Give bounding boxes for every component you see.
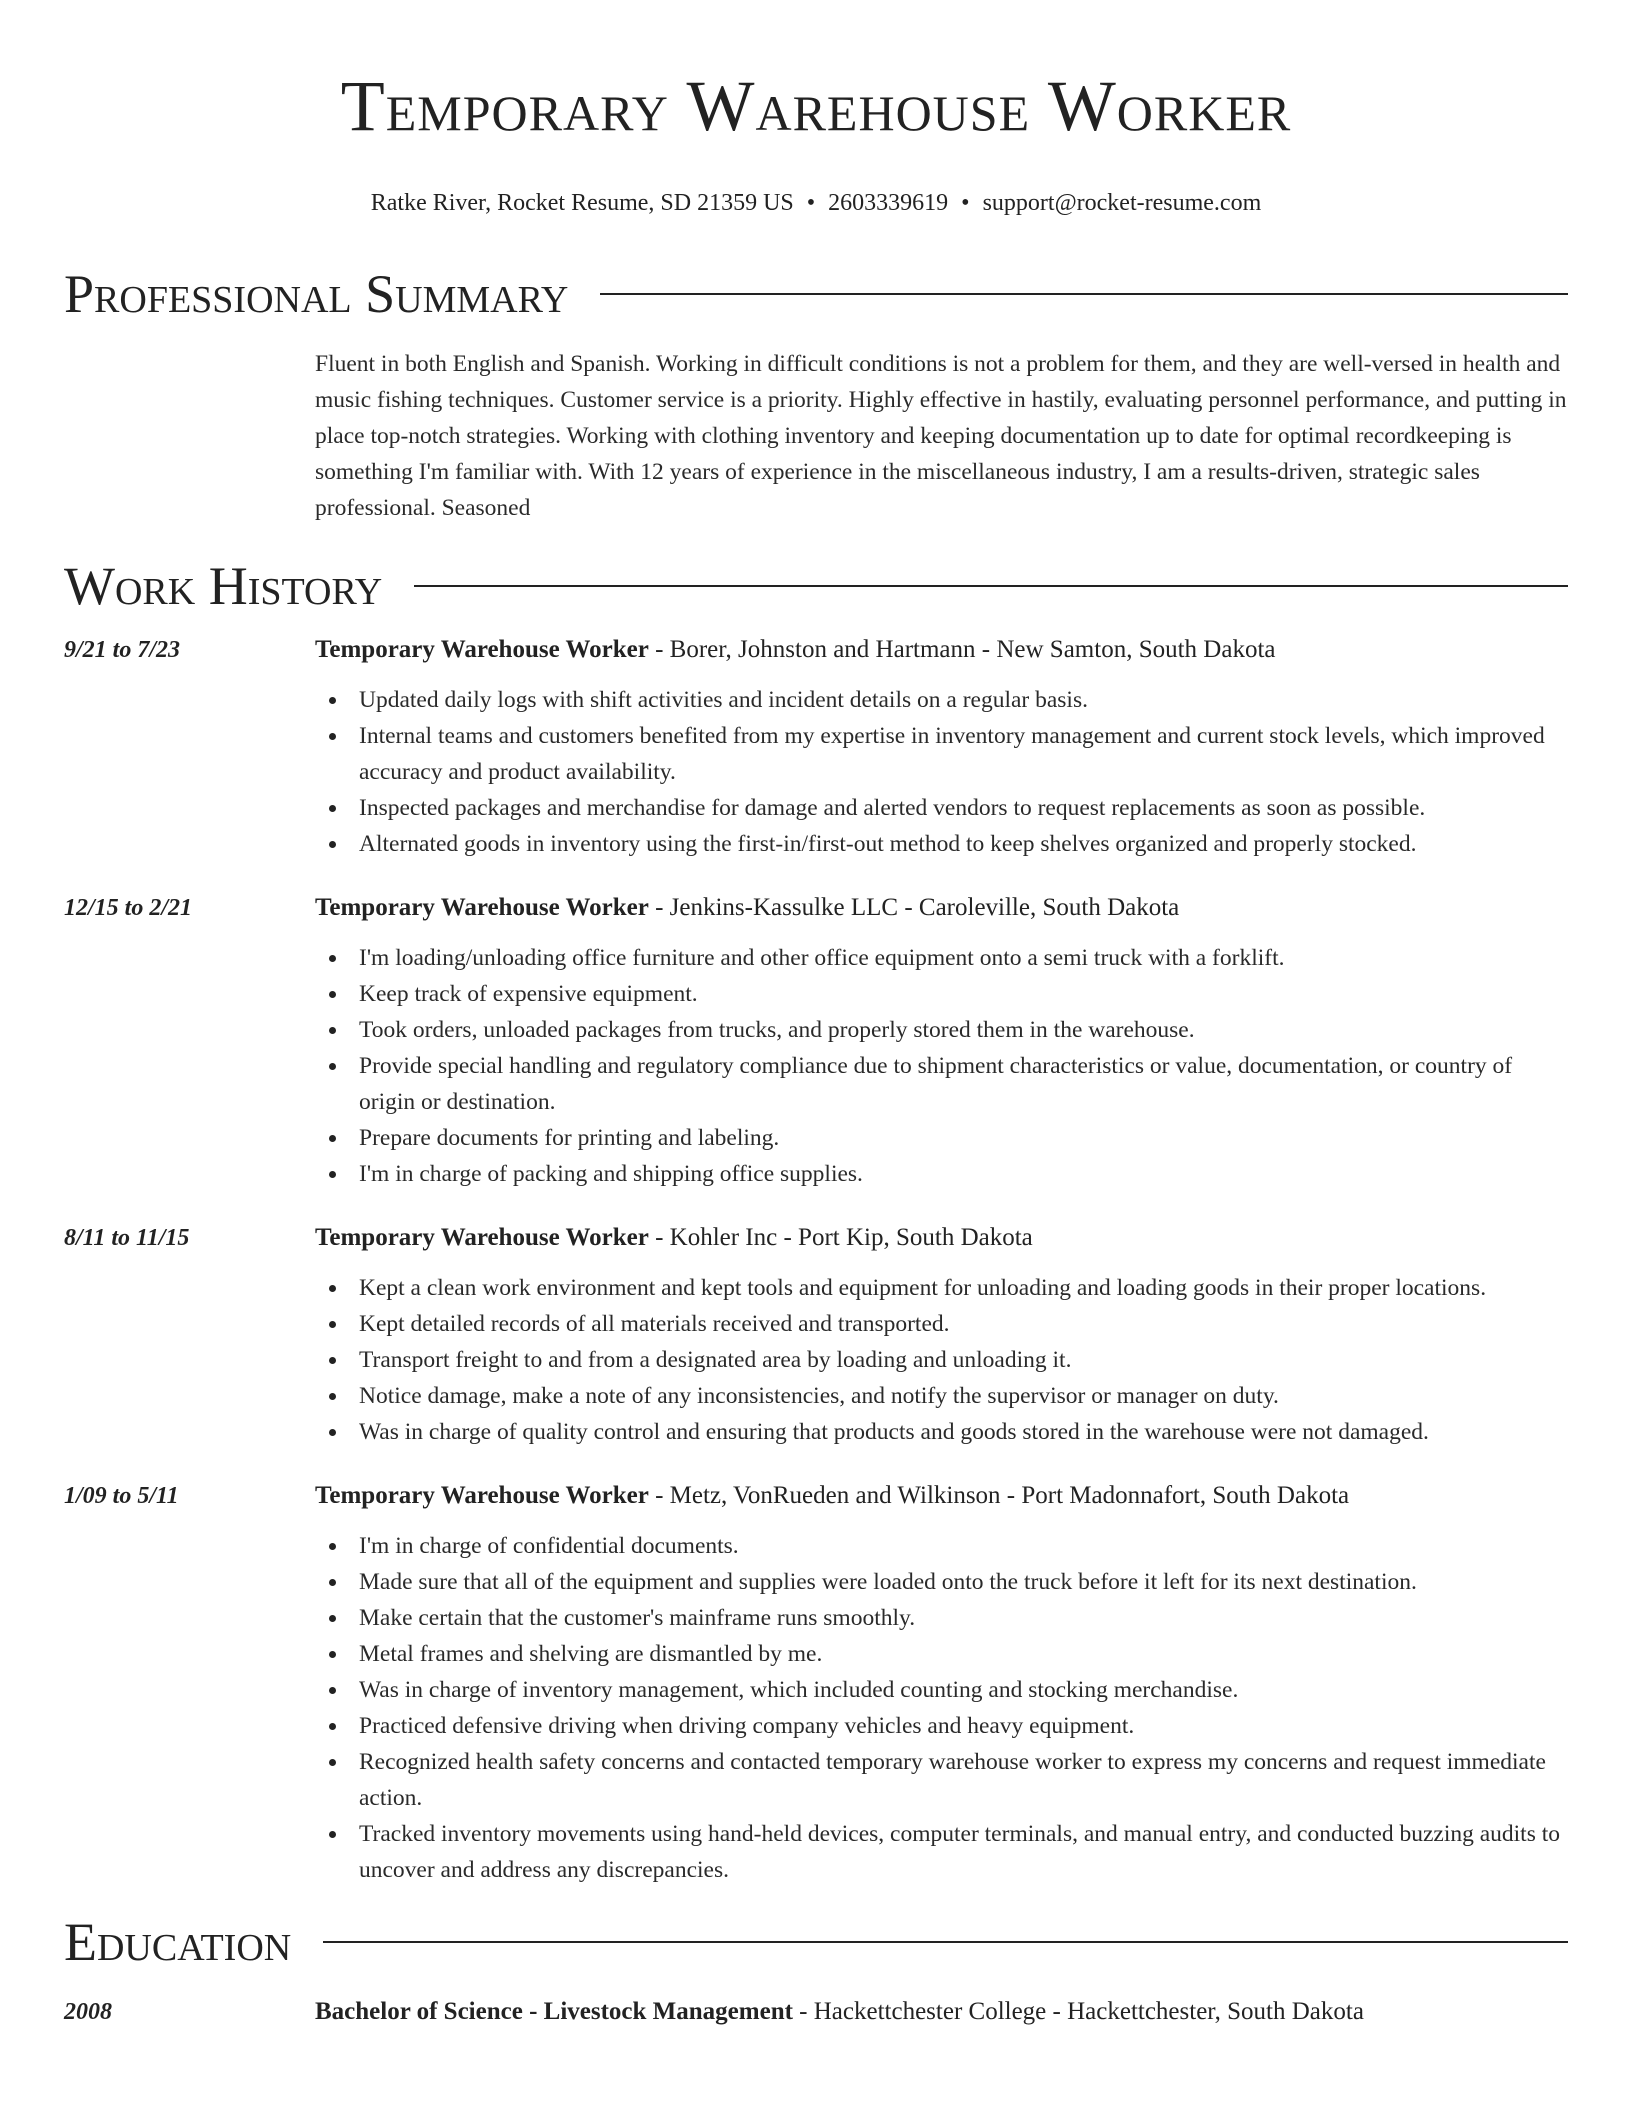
job-dates: 8/11 to 11/15 <box>64 1225 190 1251</box>
education-body <box>315 1994 1568 2030</box>
duty-item: Kept a clean work environment and kept tools and equipment for unloading and loading goods in their proper locations. <box>315 1270 1568 1306</box>
duty-item: I'm loading/unloading office furniture and other office equipment onto a semi truck with a forklift. <box>315 940 1568 976</box>
section-divider <box>414 585 1568 587</box>
summary-section-title: Professional Summary <box>64 264 569 324</box>
candidate-name: Temporary Warehouse Worker <box>340 66 1292 146</box>
work-section-title: Work History <box>64 556 383 616</box>
education-section-title: Education <box>64 1912 292 1972</box>
contact-line <box>64 188 1568 218</box>
job-title: Temporary Warehouse Worker <box>315 894 649 921</box>
job-entry <box>64 632 1568 862</box>
contact-email[interactable]: support@rocket-resume.com <box>982 190 1262 216</box>
job-body <box>315 1220 1568 1450</box>
job-duties <box>315 1270 1568 1450</box>
job-body <box>315 890 1568 1192</box>
duty-item: Recognized health safety concerns and contacted temporary warehouse worker to express my concerns and request immediate action. <box>315 1744 1568 1816</box>
job-employer: - Kohler Inc - Port Kip, South Dakota <box>648 1224 1033 1251</box>
job-duties <box>315 940 1568 1192</box>
job-duties <box>315 682 1568 862</box>
job-title: Temporary Warehouse Worker <box>315 636 649 663</box>
job-heading <box>315 1220 1568 1256</box>
job-dates: 12/15 to 2/21 <box>64 895 193 921</box>
job-entry <box>64 1478 1568 1888</box>
summary-section-header <box>64 264 1568 324</box>
duty-item: Prepare documents for printing and labeling. <box>315 1120 1568 1156</box>
job-body <box>315 1478 1568 1888</box>
duty-item: Notice damage, make a note of any inconsistencies, and notify the supervisor or manager on duty. <box>315 1378 1568 1414</box>
education-year: 2008 <box>64 1999 112 2025</box>
contact-separator: • <box>806 190 816 216</box>
section-divider <box>600 293 1568 295</box>
duty-item: Keep track of expensive equipment. <box>315 976 1568 1012</box>
job-heading <box>315 1478 1568 1514</box>
duty-item: Inspected packages and merchandise for damage and alerted vendors to request replacements as soon as possible. <box>315 790 1568 826</box>
job-title: Temporary Warehouse Worker <box>315 1224 649 1251</box>
duty-item: Make certain that the customer's mainframe runs smoothly. <box>315 1600 1568 1636</box>
duty-item: Provide special handling and regulatory compliance due to shipment characteristics or value, documentation, or country of origin or destination. <box>315 1048 1568 1120</box>
education-heading <box>315 1994 1568 2030</box>
summary-text: Fluent in both English and Spanish. Working in difficult conditions is not a problem for them, and they are well-versed in health and music fishing techniques. Customer service is a priority. Highly effective in hastily, evaluating personnel performance, and putting in place top-notch strategies. Working with clothing inventory and keeping documentation up to date for optimal recordkeeping is something I'm familiar with. With 12 years of experience in the miscellaneous industry, I am a results-driven, strategic sales professional. Seasoned <box>315 351 1567 521</box>
duty-item: Internal teams and customers benefited from my expertise in inventory management and current stock levels, which improved accuracy and product availability. <box>315 718 1568 790</box>
duty-item: Metal frames and shelving are dismantled by me. <box>315 1636 1568 1672</box>
education-section-header <box>64 1912 1568 1972</box>
duty-item: I'm in charge of confidential documents. <box>315 1528 1568 1564</box>
job-heading <box>315 890 1568 926</box>
job-duties <box>315 1528 1568 1888</box>
duty-item: Alternated goods in inventory using the first-in/first-out method to keep shelves organized and properly stocked. <box>315 826 1568 862</box>
job-dates: 9/21 to 7/23 <box>64 637 181 663</box>
duty-item: Took orders, unloaded packages from trucks, and properly stored them in the warehouse. <box>315 1012 1568 1048</box>
contact-address: Ratke River, Rocket Resume, SD 21359 US <box>370 190 794 216</box>
duty-item: Was in charge of quality control and ensuring that products and goods stored in the warehouse were not damaged. <box>315 1414 1568 1450</box>
job-entry <box>64 1220 1568 1450</box>
contact-separator: • <box>961 190 970 216</box>
job-dates: 1/09 to 5/11 <box>64 1483 179 1509</box>
job-heading <box>315 632 1568 668</box>
duty-item: Updated daily logs with shift activities and incident details on a regular basis. <box>315 682 1568 718</box>
duty-item: Was in charge of inventory management, which included counting and stocking merchandise. <box>315 1672 1568 1708</box>
education-entry <box>64 1994 1568 2030</box>
job-title: Temporary Warehouse Worker <box>315 1482 649 1509</box>
education-school: - Hackettchester College - Hackettchester, South Dakota <box>792 1998 1364 2025</box>
job-body <box>315 632 1568 862</box>
duty-item: Tracked inventory movements using hand-held devices, computer terminals, and manual entry, and conducted buzzing audits to uncover and address any discrepancies. <box>315 1816 1568 1888</box>
job-employer: - Jenkins-Kassulke LLC - Caroleville, South Dakota <box>648 894 1180 921</box>
job-employer: - Metz, VonRueden and Wilkinson - Port Madonnafort, South Dakota <box>648 1482 1350 1509</box>
contact-phone: 2603339619 <box>828 190 949 216</box>
duty-item: Practiced defensive driving when driving company vehicles and heavy equipment. <box>315 1708 1568 1744</box>
work-section-header <box>64 556 1568 616</box>
duty-item: Made sure that all of the equipment and supplies were loaded onto the truck before it left for its next destination. <box>315 1564 1568 1600</box>
education-degree: Bachelor of Science - Livestock Management <box>315 1998 793 2025</box>
duty-item: I'm in charge of packing and shipping office supplies. <box>315 1156 1568 1192</box>
job-employer: - Borer, Johnston and Hartmann - New Samton, South Dakota <box>648 636 1276 663</box>
duty-item: Kept detailed records of all materials received and transported. <box>315 1306 1568 1342</box>
section-divider <box>323 1941 1568 1943</box>
duty-item: Transport freight to and from a designated area by loading and unloading it. <box>315 1342 1568 1378</box>
job-entry <box>64 890 1568 1192</box>
